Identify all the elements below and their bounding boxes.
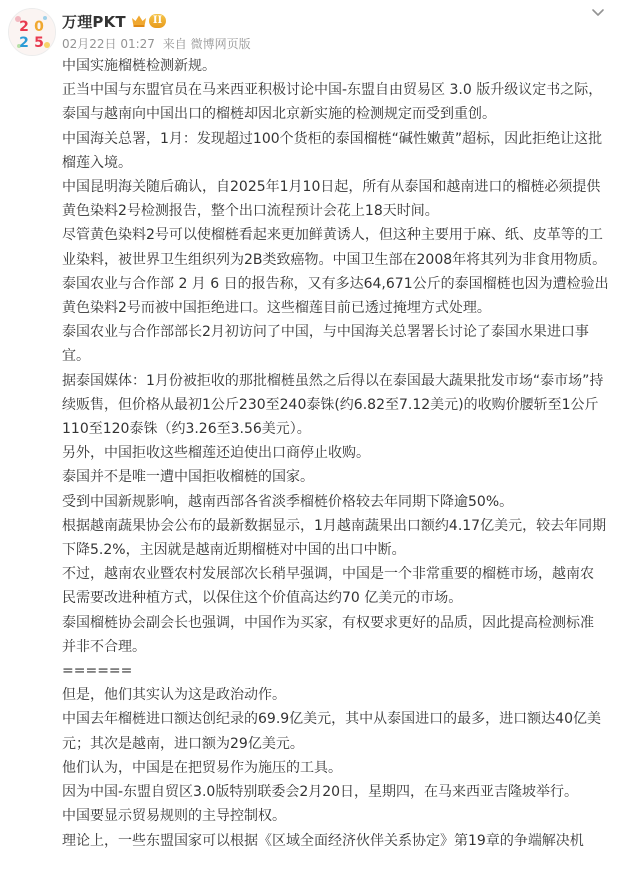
content-line: 110至120泰铢（约3.26至3.56美元）。 bbox=[62, 421, 311, 438]
more-options-button[interactable] bbox=[588, 2, 608, 22]
content-line: 中国去年榴梿进口额达创纪录的69.9亿美元，其中从泰国进口的最多，进口额达40亿美 bbox=[62, 711, 601, 728]
content-line: 根据越南蔬果协会公布的最新数据显示，1月越南蔬果出口额约4.17亿美元，较去年同期 bbox=[62, 517, 607, 534]
content-line: 中国海关总署，1月：发现超过100个货柜的泰国榴梿“碱性嫩黄”超标，因此拒绝让这批 bbox=[62, 130, 603, 147]
post-header bbox=[62, 10, 582, 52]
svg-text:0: 0 bbox=[34, 19, 44, 35]
author-row bbox=[62, 10, 582, 32]
content-line: 榴莲入境。 bbox=[62, 154, 132, 171]
content-line: 下降5.2%，主因就是越南近期榴梿对中国的出口中断。 bbox=[62, 542, 406, 559]
content-line: 宜。 bbox=[62, 348, 90, 365]
content-line: 泰国农业与合作部 2 月 6 日的报告称，又有多达64,671公斤的泰国榴梿也因为遭检验出 bbox=[62, 275, 609, 292]
svg-text:2: 2 bbox=[19, 19, 29, 35]
content-line: ====== bbox=[62, 663, 133, 680]
content-line: 泰国榴梿协会副会长也强调，中国作为买家，有权要求更好的品质，因此提高检测标准 bbox=[62, 614, 594, 631]
content-line: 泰国与越南向中国出口的榴梿却因北京新实施的检测规定而受到重创。 bbox=[62, 106, 496, 123]
content-line: 因为中国-东盟自贸区3.0版特别联委会2月20日，星期四，在马来西亚吉隆坡举行。 bbox=[62, 784, 579, 801]
content-line: 黄色染料2号检测报告，整个出口流程预计会花上18天时间。 bbox=[62, 203, 439, 220]
svg-text:5: 5 bbox=[34, 35, 44, 51]
content-line: 他们认为，中国是在把贸易作为施压的工具。 bbox=[62, 759, 342, 776]
avatar[interactable] bbox=[8, 8, 56, 56]
content-line: 正当中国与东盟官员在马来西亚积极讨论中国-东盟自由贸易区 3.0 版升级议定书之际， bbox=[62, 82, 603, 99]
content-line: 受到中国新规影响，越南西部各省淡季榴梿价格较去年同期下降逾50%。 bbox=[62, 493, 514, 510]
content-line: 中国昆明海关随后确认，自2025年1月10日起，所有从泰国和越南进口的榴梿必须提供 bbox=[62, 179, 601, 196]
chevron-down-icon bbox=[588, 2, 608, 22]
content-line: 中国实施榴梿检测新规。 bbox=[62, 58, 216, 74]
avatar-2025-image bbox=[9, 9, 55, 55]
content-line: 泰国农业与合作部部长2月初访问了中国，与中国海关总署署长讨论了泰国水果进口事 bbox=[62, 324, 589, 341]
content-line: 中国要显示贸易规则的主导控制权。 bbox=[62, 808, 286, 825]
content-line: 黄色染料2号而被中国拒绝进口。这些榴莲目前已透过掩埋方式处理。 bbox=[62, 300, 491, 317]
content-line: 民需要改进种植方式，以保住这个价值高达约70 亿美元的市场。 bbox=[62, 590, 463, 607]
post-content bbox=[62, 54, 610, 853]
post-source: 来自 微博网页版 bbox=[162, 37, 251, 51]
content-line: 据泰国媒体：1月份被拒收的那批榴梿虽然之后得以在泰国最大蔬果批发市场“泰市场”持 bbox=[62, 372, 604, 389]
post-meta bbox=[62, 35, 582, 52]
content-line: 元；其次是越南，进口额为29亿美元。 bbox=[62, 735, 304, 752]
content-line: 泰国并不是唯一遭中国拒收榴梿的国家。 bbox=[62, 469, 314, 486]
content-line: 不过，越南农业暨农村发展部次长稍早强调，中国是一个非常重要的榴梿市场，越南农 bbox=[62, 566, 594, 583]
author-name[interactable]: 万理PKT bbox=[62, 12, 126, 31]
content-line: 续贩售，但价格从最初1公斤230至240泰铢(约6.82至7.12美元)的收购价腰斩至1公斤 bbox=[62, 396, 599, 413]
content-line: 但是，他们其实认为这是政治动作。 bbox=[62, 687, 286, 704]
content-line: 并非不合理。 bbox=[62, 638, 146, 655]
content-line: 业染料，被世界卫生组织列为2B类致癌物。中国卫生部在2008年将其列为非食用物质。 bbox=[62, 251, 607, 268]
post-timestamp[interactable]: 02月22日 01:27 bbox=[62, 37, 155, 51]
crown-icon bbox=[131, 14, 147, 28]
content-line: 尽管黄色染料2号可以使榴梿看起来更加鲜黄诱人，但这种主要用于麻、纸、皮革等的工 bbox=[62, 227, 603, 244]
content-line: 理论上，一些东盟国家可以根据《区域全面经济伙伴关系协定》第19章的争端解决机 bbox=[62, 832, 584, 849]
svg-text:2: 2 bbox=[19, 35, 29, 51]
vip-badge[interactable] bbox=[131, 14, 166, 28]
vip-level: II bbox=[149, 14, 166, 28]
content-line: 另外，中国拒收这些榴莲还迫使出口商停止收购。 bbox=[62, 445, 370, 462]
